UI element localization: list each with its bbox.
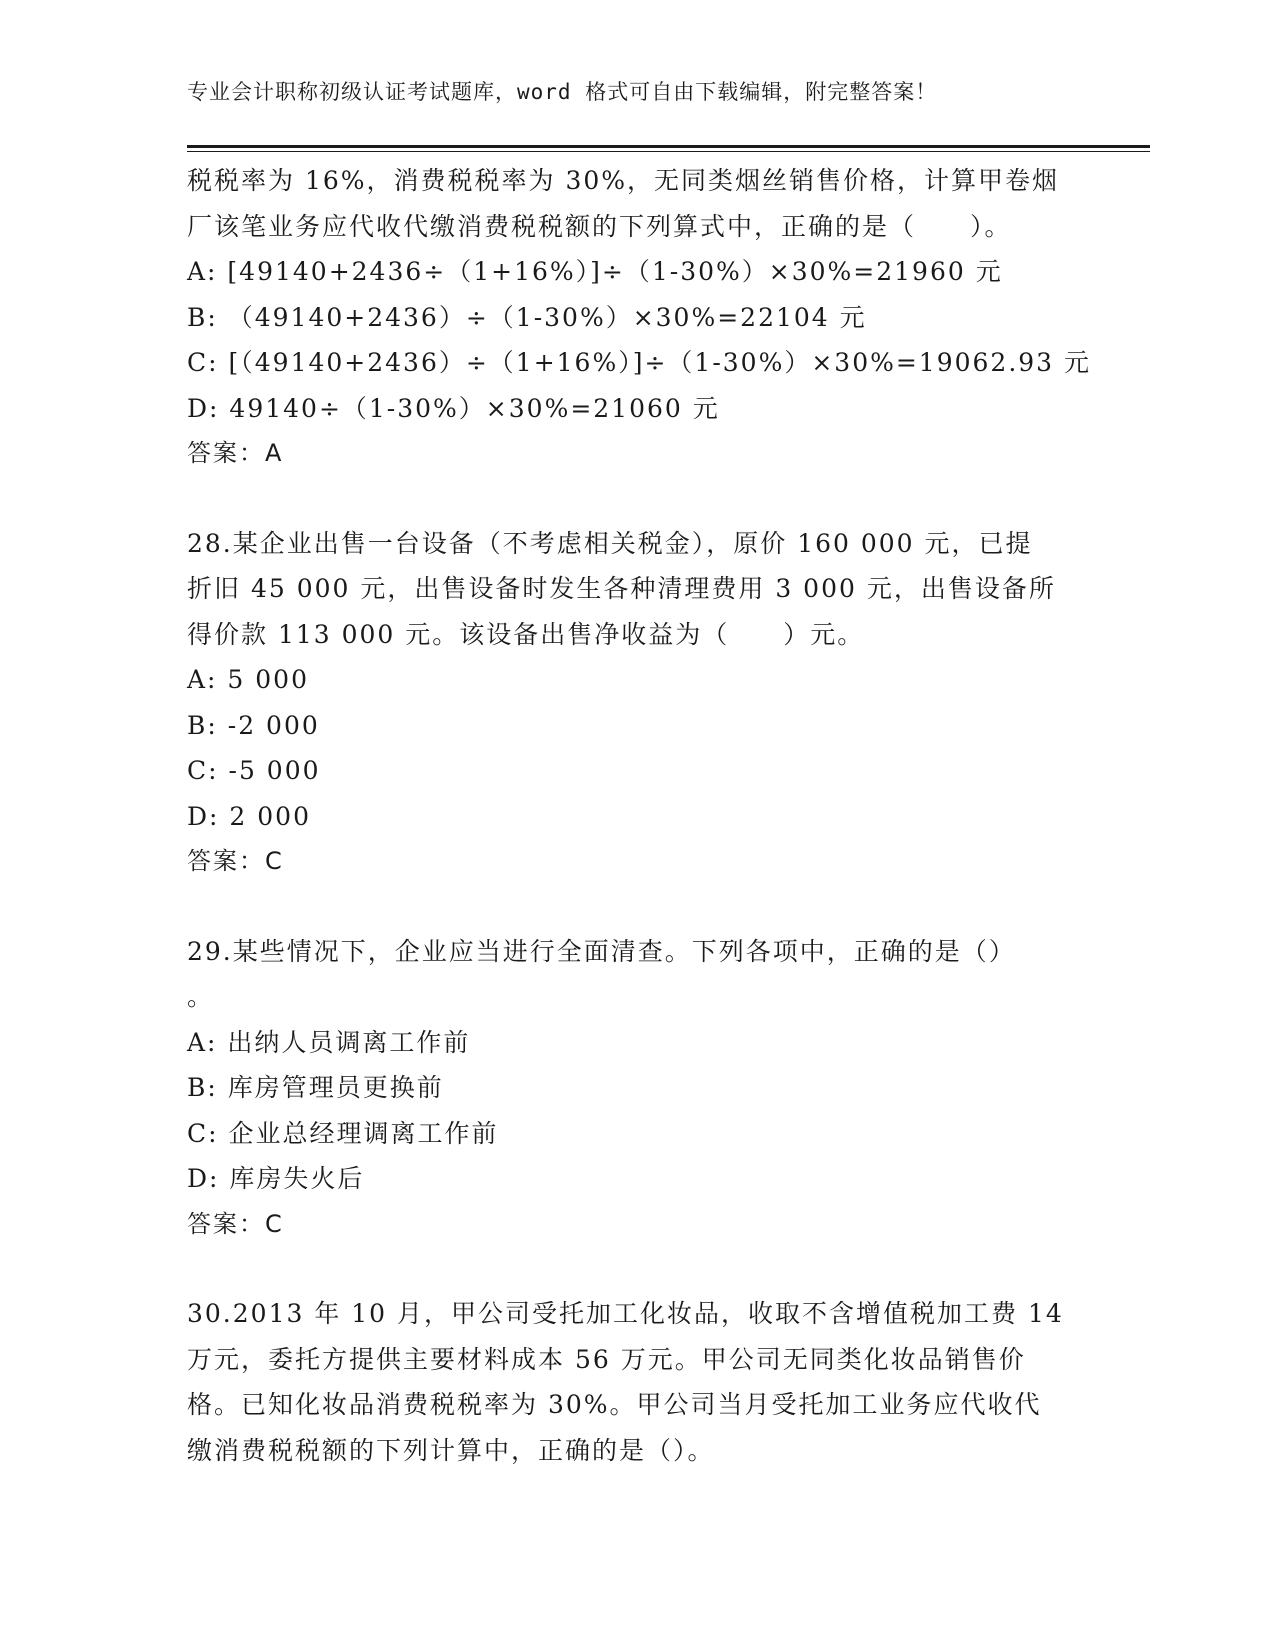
question-stem-line: 。 xyxy=(187,982,215,1011)
option-c: C: -5 000 xyxy=(187,756,321,785)
spacer xyxy=(187,1247,1087,1291)
page-header: 专业会计职称初级认证考试题库，word 格式可自由下载编辑，附完整答案！ xyxy=(187,80,938,104)
spacer xyxy=(187,885,1087,929)
option-a: A: 出纳人员调离工作前 xyxy=(187,1027,471,1057)
answer-line: 答案：C xyxy=(187,1209,284,1238)
option-d: D: 库房失火后 xyxy=(187,1164,365,1193)
option-a: A: 5 000 xyxy=(187,665,309,694)
question-27 xyxy=(187,158,1092,477)
document-body xyxy=(187,158,1092,1473)
question-stem-line: 29.某些情况下，企业应当进行全面清查。下列各项中，正确的是（） xyxy=(187,936,1016,966)
question-stem-line: 格。已知化妆品消费税税率为 30%。甲公司当月受托加工业务应代收代 xyxy=(187,1390,1042,1419)
option-b: B: -2 000 xyxy=(187,710,320,740)
option-b: B: （49140+2436）÷（1-30%）×30%=22104 元 xyxy=(187,302,867,332)
option-d: D: 49140÷（1-30%）×30%=21060 元 xyxy=(187,393,720,423)
question-30 xyxy=(187,1291,1087,1473)
answer-line: 答案：A xyxy=(187,439,284,467)
option-a: A: [49140+2436÷（1+16%）]÷（1-30%）×30%=21960 元 xyxy=(187,257,1003,286)
question-29 xyxy=(187,929,1087,1248)
header-rule-thin xyxy=(187,151,1150,152)
question-stem-line: 万元，委托方提供主要材料成本 56 万元。甲公司无同类化妆品销售价 xyxy=(187,1344,1026,1374)
question-stem-line: 得价款 113 000 元。该设备出售净收益为（ ）元。 xyxy=(187,619,865,649)
option-c: C: [（49140+2436）÷（1+16%）]÷（1-30%）×30%=19062.93 元 xyxy=(187,348,1092,377)
question-stem-line: 税税率为 16%，消费税税率为 30%，无同类烟丝销售价格，计算甲卷烟 xyxy=(187,166,1060,195)
question-stem-line: 28.某企业出售一台设备（不考虑相关税金），原价 160 000 元，已提 xyxy=(187,528,1033,558)
option-d: D: 2 000 xyxy=(187,801,311,831)
option-b: B: 库房管理员更换前 xyxy=(187,1073,444,1102)
question-stem-line: 缴消费税税额的下列计算中，正确的是（）。 xyxy=(187,1435,715,1465)
header-rule-thick xyxy=(187,145,1150,148)
spacer xyxy=(187,477,1087,521)
question-stem-line: 折旧 45 000 元，出售设备时发生各种清理费用 3 000 元，出售设备所 xyxy=(187,574,1056,603)
question-stem-line: 厂该笔业务应代收代缴消费税税额的下列算式中，正确的是（ ）。 xyxy=(187,211,1012,241)
question-stem-line: 30.2013 年 10 月，甲公司受托加工化妆品，收取不含增值税加工费 14 xyxy=(187,1299,1064,1328)
question-28 xyxy=(187,521,1087,885)
answer-line: 答案：C xyxy=(187,847,284,875)
option-c: C: 企业总经理调离工作前 xyxy=(187,1118,499,1148)
